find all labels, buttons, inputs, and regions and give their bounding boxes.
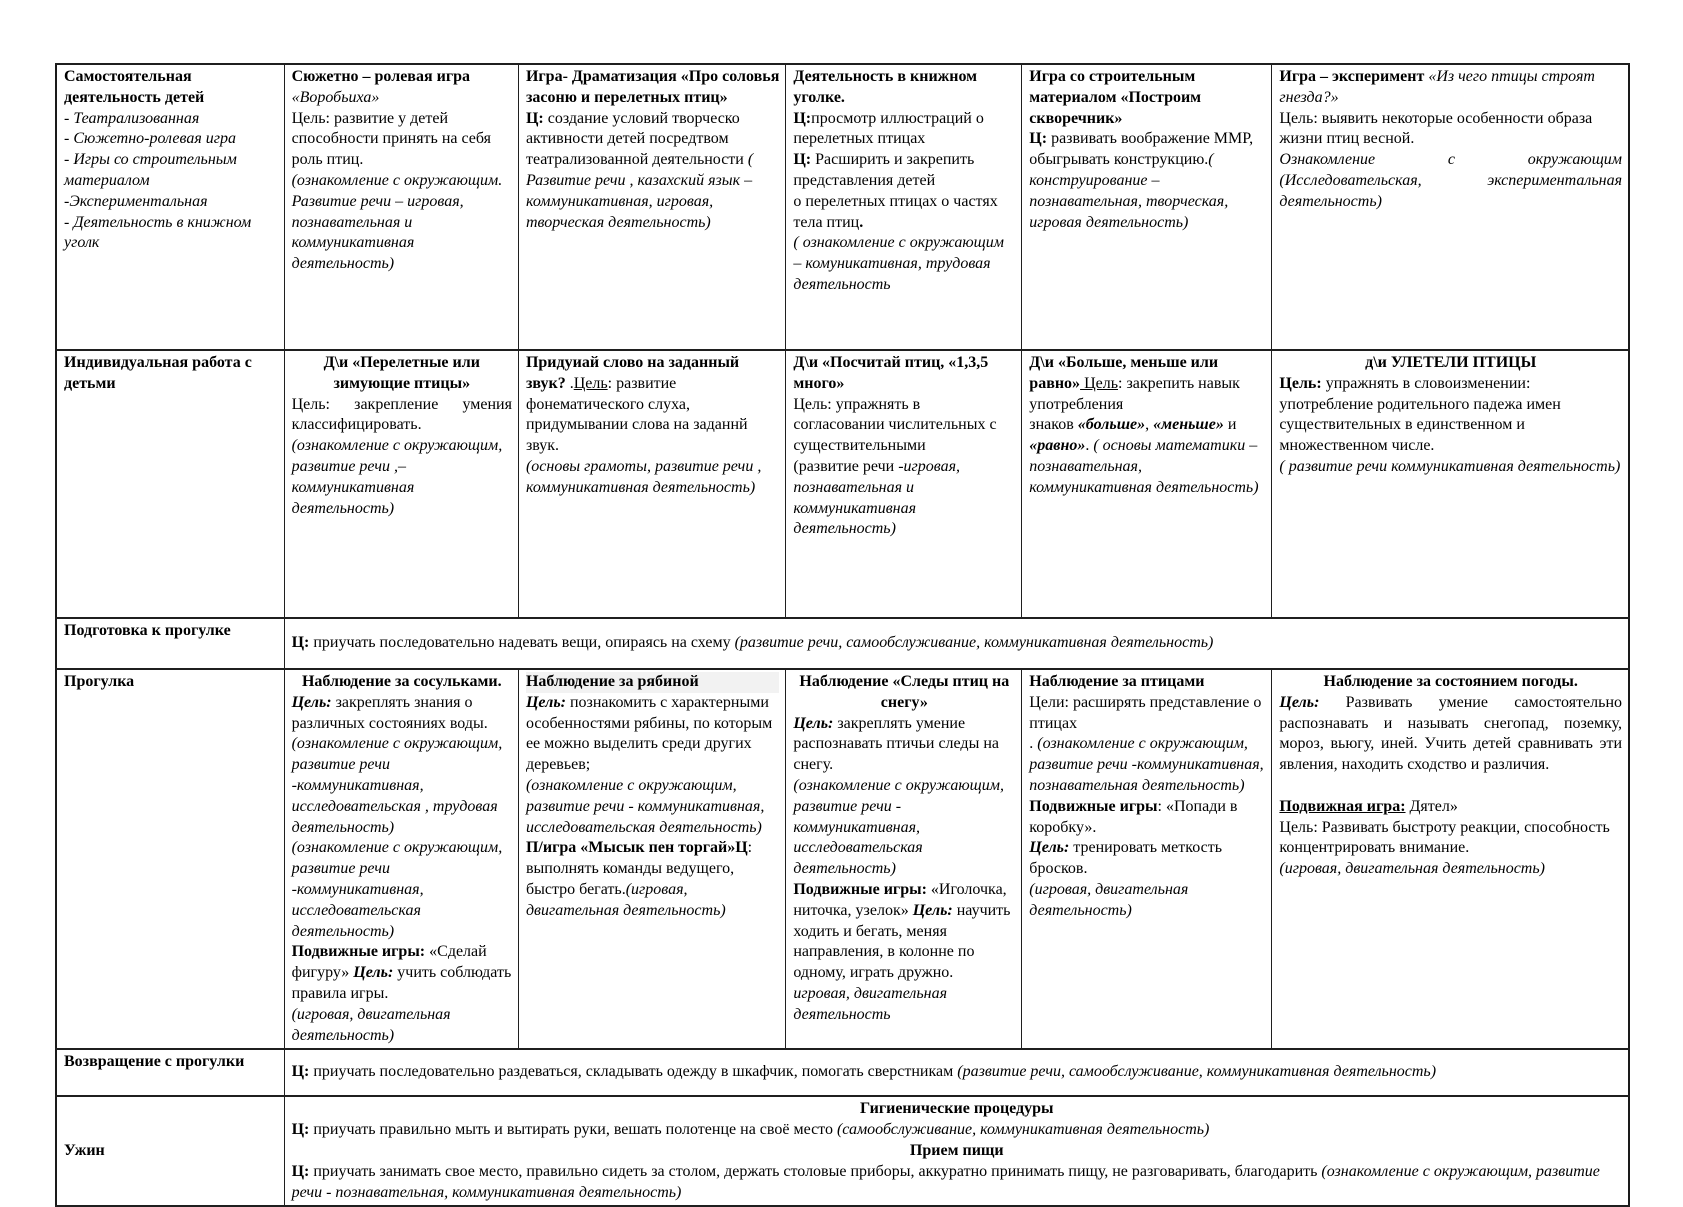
paragraph — [64, 192, 278, 213]
cell-walk-1 — [56, 669, 284, 1049]
paragraph — [1279, 776, 1622, 797]
text-run: - Театрализованная — [64, 109, 200, 127]
text-run: и — [1223, 416, 1237, 434]
text-run: . — [1085, 437, 1094, 455]
cell-individual-work-6 — [1272, 350, 1629, 618]
paragraph — [292, 838, 512, 942]
plan-table-body — [56, 64, 1629, 1206]
text-run: научить ходить и бегать, меняя направления, в колонне по одному, играть дружно. — [793, 901, 1011, 982]
text-run: Гигиенические процедуры — [860, 1100, 1054, 1118]
paragraph — [292, 109, 512, 171]
paragraph — [793, 714, 1015, 776]
text-run: Цель: закрепление умения классифицировать. — [291, 395, 512, 434]
text-run: Прием пищи — [909, 1141, 1004, 1159]
paragraph — [292, 734, 512, 838]
paragraph — [1029, 797, 1265, 839]
paragraph — [292, 1162, 1622, 1204]
text-run: Цель — [573, 374, 608, 392]
text-run: Индивидуальная работа с детьми — [64, 354, 252, 392]
text-run: (ознакомление с окружающим, развитие речи ,– коммуникативная деятельность) — [291, 437, 503, 517]
text-run: д\и УЛЕТЕЛИ ПТИЦЫ — [1365, 354, 1537, 371]
paragraph — [292, 353, 512, 395]
cell-walk-3 — [518, 669, 785, 1049]
text-run: Цель: — [1279, 374, 1322, 392]
text-run: Цели: расширять представление о птицах — [1029, 693, 1262, 732]
paragraph — [526, 67, 779, 109]
text-run: Цель: — [912, 901, 953, 919]
cell-walk-4 — [786, 669, 1022, 1049]
text-run: Д\и «Перелетные или зимующие птицы» — [323, 354, 480, 392]
text-run: Игра- Драматизация «Про соловья засоню и перелетных птиц» — [525, 68, 780, 106]
paragraph — [1029, 67, 1265, 129]
row-return-from-walk — [56, 1049, 1629, 1096]
text-run: (игровая, двигательная деятельность) — [1279, 860, 1545, 878]
row-individual-work — [56, 350, 1629, 618]
text-run: «Воробьиха» — [291, 88, 380, 106]
paragraph — [1279, 109, 1622, 151]
text-run: Ужин — [64, 1141, 105, 1159]
text-run: , — [1145, 416, 1154, 434]
text-run: - Игры со строительным материалом — [64, 151, 237, 189]
document-sheet — [55, 63, 1630, 1207]
text-run: приучать правильно мыть и вытирать руки, вешать полотенце на своё место — [309, 1121, 837, 1139]
text-run: - Сюжетно-ролевая игра — [64, 130, 237, 148]
text-run: Подвижные игры: — [793, 880, 927, 898]
text-run: Цель: — [1279, 693, 1320, 711]
text-run: Цель: развитие у детей способности принять на себя роль птиц. — [291, 109, 491, 169]
text-run: Расширить и закрепить представления детей — [793, 151, 975, 189]
daily-plan-table — [55, 63, 1630, 1207]
paragraph — [64, 109, 278, 130]
paragraph — [793, 776, 1015, 880]
paragraph — [1029, 415, 1265, 498]
text-run: Прогулка — [64, 673, 135, 690]
paragraph — [793, 109, 1015, 151]
text-run: «больше» — [1077, 416, 1146, 434]
text-run: Ц: — [291, 1162, 310, 1180]
text-run: . — [859, 213, 864, 231]
cell-individual-work-4 — [786, 350, 1022, 618]
paragraph — [1029, 734, 1265, 796]
text-run: (основы грамоты, развитие речи , коммуникативная деятельность) — [525, 457, 762, 496]
text-run: Игра со строительным материалом «Построим скворечник» — [1029, 68, 1202, 127]
text-run: Развивать умение самостоятельно распознавать и называть снегопад, поземку, мороз, вьюгу, иней. Учить детей сравнивать эти явления, находить сходство и различия. — [1279, 693, 1622, 774]
text-run: познакомить с характерными особенностями рябины, по которым ее можно выделить среди других деревьев; — [525, 693, 773, 774]
paragraph — [1279, 693, 1622, 776]
cell-self-activity-5 — [1022, 64, 1272, 350]
text-run: (развитие речи, самообслуживание, коммуникативная деятельность) — [957, 1063, 1437, 1081]
text-run: Ц: — [793, 151, 812, 169]
text-run: Наблюдение за рябиной — [525, 673, 699, 690]
paragraph — [793, 395, 1015, 457]
paragraph — [1029, 880, 1265, 922]
paragraph — [1279, 67, 1622, 109]
text-run: . — [565, 374, 574, 392]
paragraph — [292, 672, 512, 693]
paragraph — [526, 838, 779, 921]
text-run: Подготовка к прогулке — [64, 622, 231, 639]
paragraph — [1029, 838, 1265, 880]
paragraph — [64, 672, 278, 693]
paragraph — [64, 129, 278, 150]
paragraph — [1279, 150, 1622, 212]
row-walk-preparation — [56, 618, 1629, 669]
text-run: Цель: Развивать быстроту реакции, способность концентрировать внимание. — [1279, 818, 1610, 857]
text-run: - Деятельность в книжном уголк — [64, 213, 252, 252]
paragraph — [526, 776, 779, 838]
text-run: Ц: — [291, 634, 310, 652]
text-run: «меньше» — [1153, 416, 1224, 434]
paragraph — [1279, 818, 1622, 860]
text-run: приучать последовательно раздеваться, складывать одежду в шкафчик, помогать сверстникам — [309, 1063, 958, 1081]
text-run: ( основы математики – познавательная, коммуникативная деятельность) — [1029, 437, 1259, 496]
text-run: Наблюдение «Следы птиц на снегу» — [799, 673, 1010, 711]
paragraph — [1279, 859, 1622, 880]
paragraph — [64, 150, 278, 192]
text-run: Подвижная игра: — [1279, 797, 1406, 815]
text-run: ( конструирование –познавательная, творческая, игровая деятельность) — [1029, 151, 1229, 231]
text-run: Придуиай слово на заданный звук? — [525, 354, 740, 392]
paragraph — [292, 1099, 1622, 1120]
text-run: Цель: — [1029, 839, 1070, 857]
cell-walk-5 — [1022, 669, 1272, 1049]
text-run: Игра – эксперимент — [1279, 68, 1429, 85]
text-run: Наблюдение за сосульками. — [301, 673, 502, 690]
text-run: Возвращение с прогулки — [64, 1053, 245, 1071]
paragraph — [292, 171, 512, 275]
paragraph — [1279, 353, 1622, 374]
text-run: закреплять умение распознавать птичьи следы на снегу. — [793, 714, 999, 774]
cell-individual-work-3 — [518, 350, 785, 618]
paragraph — [292, 693, 512, 735]
text-run: ( развитие речи коммуникативная деятельность) — [1279, 457, 1621, 475]
cell-self-activity-6 — [1272, 64, 1629, 350]
text-run: (ознакомление с окружающим. Развитие речи – игровая, познавательная и коммуникативная деятельность) — [291, 171, 503, 273]
paragraph — [292, 436, 512, 519]
text-run: игровая, познавательная и коммуникативная деятельность) — [793, 457, 961, 538]
text-run: (ознакомление с окружающим, развитие речи -коммуникативная, исследовательская , трудовая деятельность) — [291, 735, 503, 836]
text-run: (самообслуживание, коммуникативная деятельность) — [836, 1121, 1210, 1139]
cell-return-from-walk-1 — [56, 1049, 284, 1096]
paragraph — [526, 693, 779, 776]
paragraph — [1279, 374, 1622, 457]
text-run: Цель — [1080, 374, 1118, 392]
text-run: Ц: — [525, 109, 544, 127]
text-run: просмотр иллюстраций о перелетных птицах — [793, 109, 984, 148]
text-run: (ознакомление с окружающим, развитие речи -коммуникативная, исследовательская деятельность) — [291, 839, 503, 940]
text-run: П/игра «Мысык пен торгай»Ц — [525, 839, 748, 857]
paragraph — [292, 942, 512, 1004]
text-run: Цель: — [525, 693, 566, 711]
paragraph — [793, 150, 1015, 192]
row-walk — [56, 669, 1629, 1049]
text-run: Ц: — [291, 1063, 310, 1081]
cell-walk-2 — [284, 669, 518, 1049]
paragraph — [292, 1141, 1622, 1162]
paragraph — [793, 880, 1015, 984]
text-run: ( ознакомление с окружающим – комуникативная, трудовая деятельность — [793, 234, 1004, 293]
text-run: (развитие речи, самообслуживание, коммуникативная деятельность) — [734, 634, 1214, 652]
paragraph — [64, 353, 278, 395]
text-run: (ознакомление с окружающим, развитие речи - коммуникативная, исследовательская деятельность) — [793, 776, 1004, 878]
text-run: Ц: — [793, 109, 812, 127]
paragraph — [292, 633, 1622, 654]
text-run: (ознакомление с окружающим, развитие речи -коммуникативная, познавательная деятельность) — [1029, 735, 1264, 794]
cell-self-activity-3 — [518, 64, 785, 350]
paragraph — [793, 457, 1015, 540]
paragraph — [64, 621, 278, 642]
text-run: Подвижные игры — [1029, 797, 1158, 815]
paragraph — [526, 457, 779, 499]
text-run: тренировать меткость бросков. — [1029, 839, 1222, 878]
text-run: учить соблюдать правила игры. — [291, 964, 512, 1002]
cell-walk-preparation-1 — [56, 618, 284, 669]
text-run: Цель: упражнять в согласовании числительных с существительными — [793, 395, 997, 455]
text-run: игровая, двигательная деятельность — [793, 984, 948, 1023]
text-run: упражнять в словоизменении: употребление родительного падежа имен существительных в единственном и множественном числе. — [1279, 374, 1561, 455]
paragraph — [292, 67, 512, 88]
text-run: приучать последовательно надевать вещи, опираясь на схему — [309, 634, 735, 652]
cell-walk-preparation-2 — [284, 618, 1629, 669]
text-run: о перелетных птицах о частях тела птиц — [793, 192, 998, 231]
text-run: -Экспериментальная — [64, 192, 208, 210]
text-run — [1279, 777, 1283, 794]
text-run: (игровая, двигательная деятельность) — [1029, 880, 1189, 919]
text-run: закреплять знания о различных состояниях воды. — [291, 693, 488, 732]
text-run: (ознакомление с окружающим, развитие речи - коммуникативная, исследовательская деятельность) — [525, 776, 765, 836]
text-run: Ц: — [1029, 130, 1048, 148]
text-run: Д\и «Больше, меньше или равно» — [1029, 354, 1219, 392]
text-run: создание условий творческо активности детей посредтвом театрализованной деятельности — [525, 109, 748, 169]
text-run: «Сделай фигуру» — [291, 943, 487, 982]
cell-return-from-walk-2 — [284, 1049, 1629, 1096]
paragraph — [526, 353, 779, 457]
paragraph — [1279, 672, 1622, 693]
paragraph — [1029, 672, 1265, 693]
paragraph — [292, 395, 512, 437]
text-run: (ознакомление с окружающим, развитие речи - познавательная, коммуникативная деятельность) — [291, 1162, 1600, 1201]
paragraph — [292, 1005, 512, 1047]
text-run: Наблюдение за состоянием погоды. — [1323, 673, 1578, 690]
text-run: Деятельность в книжном уголке. — [793, 68, 978, 106]
text-run: (игровая, двигательная деятельность) — [525, 880, 726, 919]
text-run: Ц: — [291, 1121, 310, 1139]
cell-self-activity-1 — [56, 64, 284, 350]
paragraph — [64, 213, 278, 255]
text-run: Подвижные игры: — [291, 943, 426, 961]
text-run: . — [1029, 735, 1038, 753]
paragraph — [1029, 693, 1265, 735]
text-run: Самостоятельная деятельность детей — [64, 68, 205, 106]
text-run: Наблюдение за птицами — [1029, 673, 1205, 690]
cell-walk-6 — [1272, 669, 1629, 1049]
paragraph — [793, 233, 1015, 295]
text-run: Ознакомление с окружающим (Исследовательская, экспериментальная деятельность) — [1279, 151, 1622, 210]
paragraph — [292, 88, 512, 109]
cell-individual-work-1 — [56, 350, 284, 618]
paragraph — [526, 672, 779, 693]
text-run: Цель: — [291, 693, 332, 711]
text-run: (игровая, двигательная деятельность) — [291, 1005, 451, 1044]
paragraph — [64, 1052, 278, 1073]
paragraph — [64, 1141, 278, 1162]
text-run: ( Развитие речи , казахский язык – коммуникативная, игровая, творческая деятельность) — [525, 151, 754, 231]
text-run: Цель: — [793, 714, 834, 732]
paragraph — [793, 984, 1015, 1026]
text-run: : «Попади в коробку». — [1029, 797, 1238, 836]
text-run: Цель: выявить некоторые особенности образа жизни птиц весной. — [1279, 109, 1593, 148]
paragraph — [1279, 457, 1622, 478]
text-run: Цель: — [353, 964, 394, 982]
paragraph — [793, 67, 1015, 109]
cell-self-activity-4 — [786, 64, 1022, 350]
cell-self-activity-2 — [284, 64, 518, 350]
text-run: Дятел» — [1405, 797, 1458, 815]
paragraph — [526, 109, 779, 234]
paragraph — [292, 1120, 1622, 1141]
text-run: «равно» — [1029, 437, 1086, 455]
text-run: приучать занимать свое место, правильно сидеть за столом, держать столовые приборы, аккуратно принимать пищу, не разговаривать, благодарить — [309, 1162, 1322, 1180]
text-run: развивать воображение ММР, обыгрывать конструкцию. — [1029, 130, 1254, 169]
paragraph — [292, 1062, 1622, 1083]
text-run: : закрепить навык употребления — [1029, 374, 1240, 413]
paragraph — [1279, 797, 1622, 818]
paragraph — [793, 672, 1015, 714]
text-run: знаков — [1029, 416, 1078, 434]
paragraph — [1029, 353, 1265, 415]
paragraph — [793, 353, 1015, 395]
text-run: (развитие речи - — [793, 457, 904, 475]
text-run: : выполнять команды ведущего, быстро бегать. — [525, 839, 753, 898]
paragraph — [793, 192, 1015, 234]
cell-individual-work-5 — [1022, 350, 1272, 618]
text-run: «Из чего птицы строят гнезда?» — [1279, 68, 1595, 106]
paragraph — [64, 67, 278, 109]
text-run: Сюжетно – ролевая игра — [291, 68, 470, 85]
text-run: : развитие фонематического слуха, придумывании слова на заданнй звук. — [525, 374, 748, 455]
cell-individual-work-2 — [284, 350, 518, 618]
paragraph — [1029, 129, 1265, 233]
text-run: Д\и «Посчитай птиц, «1,3,5 много» — [793, 354, 989, 392]
text-run: «Иголочка, ниточка, узелок» — [793, 880, 1007, 919]
row-self-activity — [56, 64, 1629, 350]
